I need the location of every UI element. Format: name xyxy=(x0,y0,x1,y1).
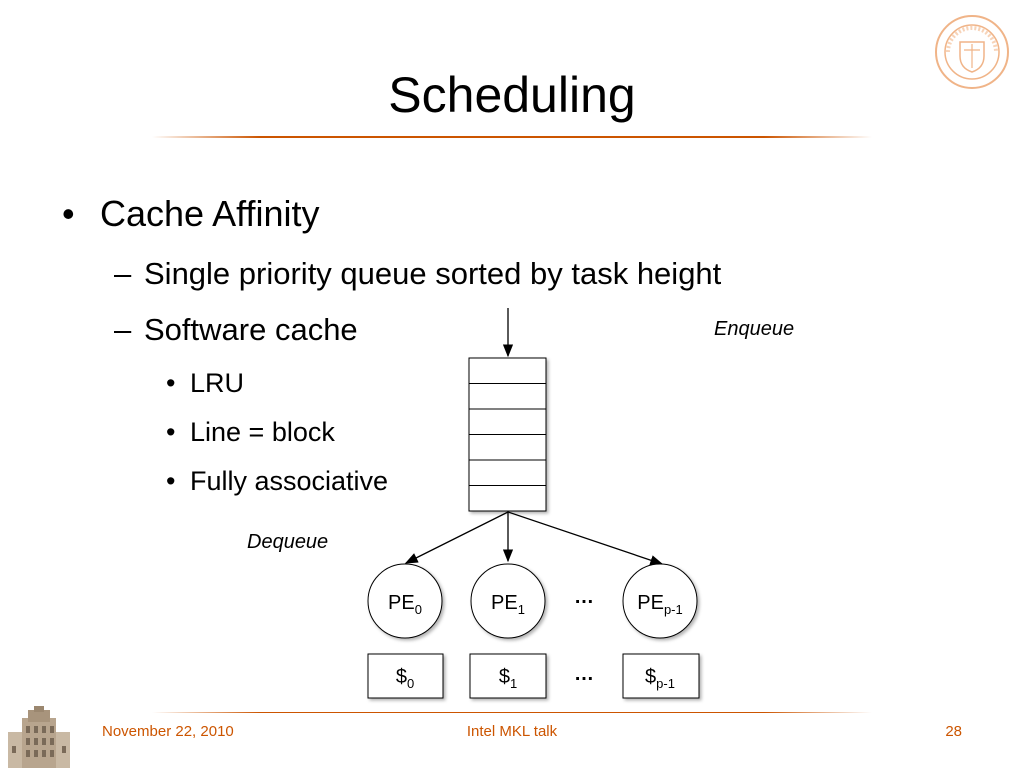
svg-text:$p-1: $\$_{p-1}$ xyxy=(645,666,675,691)
bullet-dot-icon: • xyxy=(166,466,176,496)
subsubbullet-text: LRU xyxy=(190,368,245,398)
page-number: 28 xyxy=(945,723,962,740)
slide-title: Scheduling xyxy=(388,67,636,123)
cache-ellipsis: … xyxy=(574,663,594,685)
bullet-dot-icon: • xyxy=(62,193,75,234)
processor-pe0 xyxy=(368,564,442,638)
footer-date: November 22, 2010 xyxy=(102,723,234,740)
svg-text:PE1: $PE_1$ xyxy=(491,592,525,617)
dequeue-arrow-pep1 xyxy=(508,512,662,564)
processor-pep1 xyxy=(623,564,697,638)
dash-icon: – xyxy=(114,256,132,291)
dash-icon: – xyxy=(114,312,132,347)
svg-text:$0: $\$_0$ xyxy=(395,666,415,691)
bullet-dot-icon: • xyxy=(166,417,176,447)
bullet-text: Cache Affinity xyxy=(100,193,320,234)
subbullet-text: Single priority queue sorted by task height xyxy=(144,256,722,291)
processor-pe1 xyxy=(471,564,545,638)
svg-text:$1: $\$_1$ xyxy=(498,666,518,691)
enqueue-label: Enqueue xyxy=(714,318,795,340)
footer-title: Intel MKL talk xyxy=(466,723,558,740)
cache-0 xyxy=(368,654,443,698)
footer-divider xyxy=(152,712,872,713)
dequeue-arrow-pe0 xyxy=(406,512,508,563)
bullet-dot-icon: • xyxy=(166,368,176,398)
svg-text:PE0: $PE_0$ xyxy=(388,592,422,617)
subsubbullet-text: Fully associative xyxy=(190,466,389,496)
cache-p-1 xyxy=(623,654,699,698)
svg-text:PEp-1: $PE_{p-1}$ xyxy=(637,592,683,617)
dequeue-label: Dequeue xyxy=(247,531,329,553)
processor-ellipsis: … xyxy=(574,586,594,608)
subbullet-text: Software cache xyxy=(144,312,358,347)
subsubbullet-text: Line = block xyxy=(190,417,335,447)
cache-1 xyxy=(470,654,546,698)
